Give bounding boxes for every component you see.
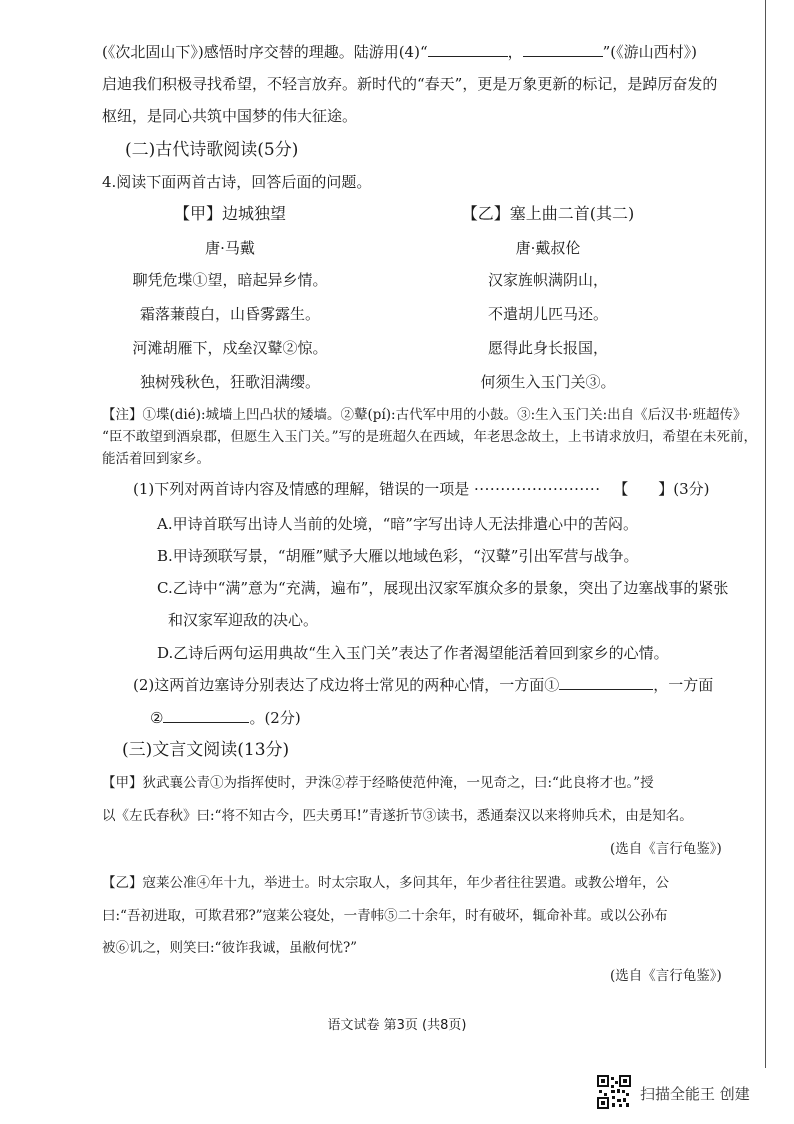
poem-yi [418,204,678,406]
passage-jia-source: (选自《言行龟鉴》) [610,841,722,857]
note-line-2: “臣不敢望到酒泉郡，但愿生入玉门关。”写的是班超久在西域，年老思念故土，上书请求放归，希望在未死前， [102,429,758,445]
intro-line-2: 启迪我们积极寻找希望，不轻言放弃。新时代的“春天”，更是万象更新的标记，是踔厉奋发的 [102,75,718,93]
intro-line-1-text: (《次北固山下》)感悟时序交替的理趣。陆游用(4)“ [102,43,428,61]
answer-blank-4a[interactable] [428,42,508,57]
intro-line-1-comma: ， [507,43,523,61]
q1-stem-line [133,479,710,499]
q2-score: 。(2分) [249,709,301,727]
intro-line-1 [102,42,697,62]
poem-jia-author: 唐·马戴 [205,239,255,257]
passage-jia-line-1: 【甲】狄武襄公青①为指挥使时，尹洙②荐于经略使范仲淹，一见奇之，曰:“此良将才也。”授 [102,775,654,791]
page-footer: 语文试卷 第3页 (共8页) [327,1018,467,1033]
q2-text-2: ，一方面 [653,676,714,694]
passage-yi-source: (选自《言行龟鉴》) [610,968,722,984]
poem-yi-line-3: 愿得此身长报国， [487,339,608,357]
answer-blank-4b[interactable] [523,42,603,57]
poem-jia-line-2: 霜落蒹葭白，山昏雾露生。 [139,305,320,323]
poem-jia-line-4: 独树残秋色，狂歌泪满缨。 [139,373,320,391]
poem-yi-line-4: 何须生入玉门关③。 [480,373,616,391]
page-edge-line [765,0,766,1068]
poem-yi-author: 唐·戴叔伦 [515,239,581,257]
note-line-3: 能活着回到家乡。 [102,451,210,467]
poem-jia-line-3: 河滩胡雁下，戍垒汉鼙②惊。 [132,339,328,357]
qr-code-icon [597,1075,631,1109]
poem-yi-title: 【乙】塞上曲二首(其二) [461,204,635,223]
q2-answer-blank-1[interactable] [559,675,653,690]
q2-circle-2: ② [150,709,164,727]
passage-yi-line-3: 被⑥讥之，则笑曰:“彼诈我诚，虽敝何忧?” [102,940,358,956]
q2-answer-blank-2[interactable] [163,708,249,723]
passage-yi-line-2: 曰:“吾初进取，可欺君邪?”寇莱公寝处，一青帏⑤二十余年，时有破坏，辄命补茸。或以公孙布 [102,908,668,924]
scanner-watermark-label: 扫描全能王 创建 [640,1085,750,1103]
q2-text-1: (2)这两首边塞诗分别表达了戍边将士常见的两种心情，一方面① [133,676,560,694]
q1-dots: ························ [474,480,601,498]
poem-jia-line-1: 聊凭危堞①望，暗起异乡情。 [132,271,328,289]
section-2-heading: (二)古代诗歌阅读(5分) [125,140,299,160]
q1-option-d: D.乙诗后两句运用典故“生入玉门关”表达了作者渴望能活着回到家乡的心情。 [157,644,669,662]
passage-jia-line-2: 以《左氏春秋》曰:“将不知古今，匹夫勇耳!”青遂折节③读书，悉通秦汉以来将帅兵术，由是知名。 [102,808,693,824]
q1-score: (3分) [673,480,710,498]
passage-yi-line-1: 【乙】寇莱公准④年十九，举进士。时太宗取人，多问其年，年少者往往罢遣。或教公增年，公 [102,875,669,891]
q1-option-b: B.甲诗颈联写景，“胡雁”赋予大雁以地域色彩，“汉鼙”引出军营与战争。 [157,547,639,565]
intro-line-1-source: ”(《游山西村》) [602,43,698,61]
poem-jia-title: 【甲】边城独望 [173,204,286,223]
q2-line-1 [133,675,713,695]
question-4-stem: 4.阅读下面两首古诗，回答后面的问题。 [102,173,372,191]
q1-answer-bracket-open[interactable]: 【 [613,480,629,498]
poem-jia [100,204,360,406]
note-line-1: 【注】①堞(dié):城墙上凹凸状的矮墙。②鼙(pí):古代军中用的小鼓。③:生入玉门关:出自《后汉书·班超传》 [102,407,747,423]
intro-line-3: 枢纽，是同心共筑中国梦的伟大征途。 [102,107,358,125]
q2-line-2 [150,708,301,728]
q1-answer-bracket-close[interactable]: 】 [658,480,674,498]
q1-option-a: A.甲诗首联写出诗人当前的处境，“暗”字写出诗人无法排遣心中的苦闷。 [157,515,638,533]
q1-stem: (1)下列对两首诗内容及情感的理解，错误的一项是 [133,480,470,498]
poem-yi-line-1: 汉家旌帜满阴山， [487,271,608,289]
q1-option-c-line-1: C.乙诗中“满”意为“充满，遍布”，展现出汉家军旗众多的景象，突出了边塞战事的紧张 [157,579,729,597]
section-3-heading: (三)文言文阅读(13分) [122,740,290,760]
poem-yi-line-2: 不遣胡儿匹马还。 [487,305,608,323]
q1-option-c-line-2: 和汉家军迎敌的决心。 [168,611,319,629]
